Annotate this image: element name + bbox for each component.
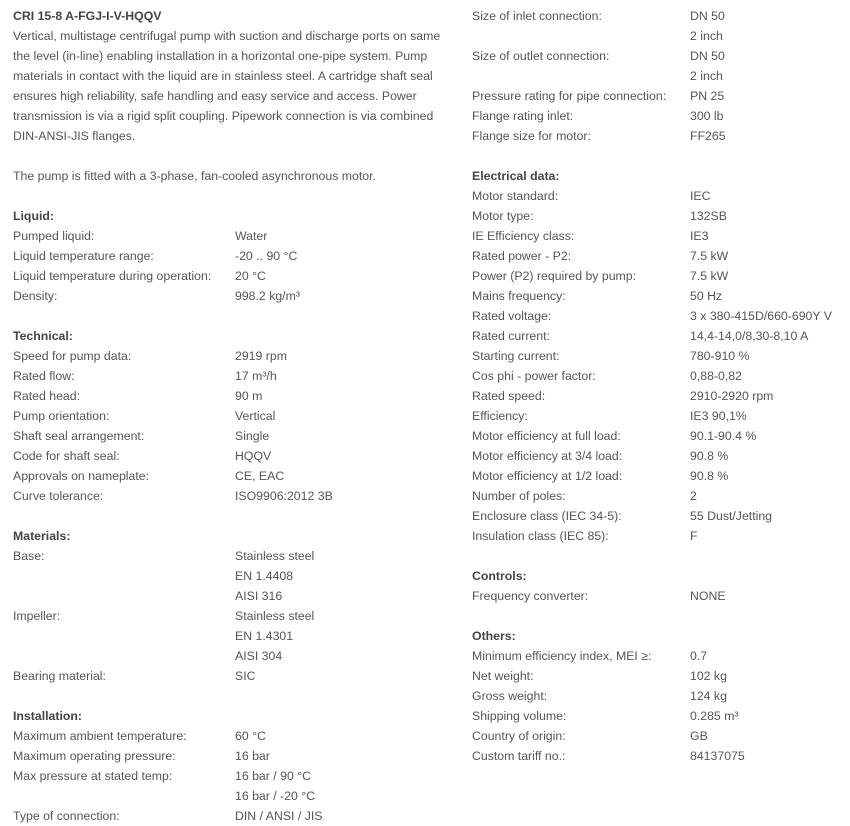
spec-values	[690, 646, 844, 666]
spec-values	[235, 226, 453, 246]
spec-row	[472, 706, 844, 726]
spec-value: 55 Dust/Jetting	[690, 509, 773, 523]
section-spacer	[472, 146, 844, 166]
spec-values	[235, 726, 453, 746]
spec-value: 300 lb	[690, 109, 724, 123]
spec-row	[472, 446, 844, 466]
spec-values	[690, 706, 844, 726]
spec-value: Stainless steel	[235, 549, 315, 563]
section-spacer	[472, 606, 844, 626]
spec-section-others	[472, 626, 844, 766]
spec-values	[235, 286, 453, 306]
spec-value: IEC	[690, 189, 711, 203]
spec-value: GB	[690, 729, 708, 743]
spec-label: Shaft seal arrangement:	[13, 429, 145, 443]
spec-value: Single	[235, 429, 270, 443]
spec-row	[472, 266, 844, 286]
spec-value: 2919 rpm	[235, 349, 287, 363]
spec-label: Speed for pump data:	[13, 349, 132, 363]
spec-row	[13, 286, 453, 306]
spec-values	[690, 486, 844, 506]
spec-values	[690, 106, 844, 126]
spec-label: Motor standard:	[472, 189, 559, 203]
left-spec-sections	[13, 206, 453, 826]
spec-label: Enclosure class (IEC 34-5):	[472, 509, 622, 523]
section-heading: Technical:	[13, 329, 73, 343]
spec-section-electrical-data	[472, 166, 844, 566]
spec-values	[690, 426, 844, 446]
spec-values	[690, 126, 844, 146]
spec-row	[472, 366, 844, 386]
spec-value: 7.5 kW	[690, 249, 729, 263]
spec-label: Curve tolerance:	[13, 489, 104, 503]
spec-value: 3 x 380-415D/660-690Y V	[690, 309, 832, 323]
spec-value: 0.285 m³	[690, 709, 739, 723]
spec-value: 2 inch	[690, 29, 723, 43]
spec-row	[472, 106, 844, 126]
spec-values	[235, 466, 453, 486]
spec-row	[472, 46, 844, 86]
spec-label: Number of poles:	[472, 489, 566, 503]
spec-row	[472, 286, 844, 306]
spec-row	[13, 426, 453, 446]
spec-row	[472, 186, 844, 206]
spec-value: 2 inch	[690, 69, 723, 83]
spec-row	[472, 426, 844, 446]
spec-label: Rated flow:	[13, 369, 75, 383]
section-heading: Materials:	[13, 529, 71, 543]
spec-value: CE, EAC	[235, 469, 285, 483]
spec-row	[13, 546, 453, 606]
spec-values	[690, 366, 844, 386]
product-description: Vertical, multistage centrifugal pump with suction and discharge ports on same the level (in-line) enabling installation in a horizontal one-pipe system. Pump materials in contact with the liquid are in stainless steel. A cartridge shaft seal ensures high reliability, safe handling and easy service and access. Power transmission is via a rigid split coupling. Pipework connection is via combined DIN-ANSI-JIS flanges.	[13, 29, 441, 143]
spec-label: Approvals on nameplate:	[13, 469, 150, 483]
spec-value: FF265	[690, 129, 726, 143]
spec-label: Size of outlet connection:	[472, 49, 610, 63]
section-heading: Liquid:	[13, 209, 54, 223]
spec-values	[690, 306, 844, 326]
spec-label: Base:	[13, 549, 45, 563]
spec-row	[472, 486, 844, 506]
spec-values	[690, 46, 844, 86]
spec-value: F	[690, 529, 698, 543]
spec-values	[235, 426, 453, 446]
spec-value: HQQV	[235, 449, 272, 463]
spec-label: Net weight:	[472, 669, 534, 683]
spec-label: Maximum ambient temperature:	[13, 729, 187, 743]
spec-values	[235, 806, 453, 826]
spec-value: 20 °C	[235, 269, 266, 283]
spec-value: 0.7	[690, 649, 708, 663]
spec-value: 2910-2920 rpm	[690, 389, 774, 403]
spec-value: ISO9906:2012 3B	[235, 489, 333, 503]
spec-label: Power (P2) required by pump:	[472, 269, 637, 283]
spec-value: 90.1-90.4 %	[690, 429, 757, 443]
spec-value: 16 bar	[235, 749, 270, 763]
spec-row	[472, 226, 844, 246]
spec-row	[472, 206, 844, 226]
spec-label: Liquid temperature during operation:	[13, 269, 212, 283]
spec-value: NONE	[690, 589, 726, 603]
spec-value: Vertical	[235, 409, 276, 423]
spec-values	[235, 546, 453, 606]
spec-values	[235, 666, 453, 686]
spec-value: 0,88-0,82	[690, 369, 742, 383]
spec-row	[13, 406, 453, 426]
spec-label: Motor efficiency at full load:	[472, 429, 621, 443]
spec-row	[472, 246, 844, 266]
spec-values	[235, 606, 453, 666]
spec-label: Flange size for motor:	[472, 129, 591, 143]
spec-label: Rated power - P2:	[472, 249, 572, 263]
spec-label: Maximum operating pressure:	[13, 749, 176, 763]
spec-value: 998.2 kg/m³	[235, 289, 300, 303]
spec-label: Pumped liquid:	[13, 229, 95, 243]
spec-label: Minimum efficiency index, MEI ≥:	[472, 649, 652, 663]
spec-value: EN 1.4301	[235, 629, 294, 643]
spec-values	[235, 346, 453, 366]
spec-values	[690, 386, 844, 406]
spec-value: -20 .. 90 °C	[235, 249, 298, 263]
spec-values	[235, 446, 453, 466]
spacer	[13, 146, 453, 166]
spec-value: 90.8 %	[690, 449, 729, 463]
spec-value: 132SB	[690, 209, 727, 223]
spec-label: Liquid temperature range:	[13, 249, 154, 263]
spec-row	[472, 386, 844, 406]
section-spacer	[13, 306, 453, 326]
spec-value: DN 50	[690, 9, 725, 23]
spec-label: Pressure rating for pipe connection:	[472, 89, 667, 103]
spec-values	[235, 766, 453, 806]
spec-values	[690, 266, 844, 286]
spec-section-installation	[13, 706, 453, 826]
spec-row	[472, 506, 844, 526]
spec-value: 17 m³/h	[235, 369, 277, 383]
spec-label: Country of origin:	[472, 729, 566, 743]
spec-label: Mains frequency:	[472, 289, 566, 303]
section-spacer	[13, 686, 453, 706]
motor-note: The pump is fitted with a 3-phase, fan-cooled asynchronous motor.	[13, 169, 376, 183]
spec-row	[472, 346, 844, 366]
spec-values	[690, 466, 844, 486]
section-heading: Controls:	[472, 569, 527, 583]
spec-row	[472, 526, 844, 546]
spec-values	[235, 386, 453, 406]
section-heading: Installation:	[13, 709, 83, 723]
spec-label: Gross weight:	[472, 689, 548, 703]
spec-values	[235, 246, 453, 266]
right-column	[472, 6, 844, 766]
spec-section-materials	[13, 526, 453, 706]
spec-label: Insulation class (IEC 85):	[472, 529, 609, 543]
spec-label: Efficiency:	[472, 409, 528, 423]
spec-value: Stainless steel	[235, 609, 315, 623]
spec-label: Bearing material:	[13, 669, 106, 683]
spec-values	[690, 686, 844, 706]
spec-values	[235, 406, 453, 426]
spec-row	[13, 746, 453, 766]
spec-row	[472, 466, 844, 486]
spec-row	[13, 666, 453, 686]
spec-label: Cos phi - power factor:	[472, 369, 596, 383]
spec-label: Motor efficiency at 3/4 load:	[472, 449, 623, 463]
spec-values	[690, 406, 844, 426]
spec-label: Max pressure at stated temp:	[13, 769, 173, 783]
product-title: CRI 15-8 A-FGJ-I-V-HQQV	[13, 9, 162, 23]
spec-row	[472, 666, 844, 686]
spec-value: DIN / ANSI / JIS	[235, 809, 323, 823]
spec-label: Motor type:	[472, 209, 534, 223]
spec-row	[472, 6, 844, 46]
spec-value: AISI 316	[235, 589, 283, 603]
spec-label: Rated head:	[13, 389, 81, 403]
spec-values	[690, 286, 844, 306]
spec-row	[13, 346, 453, 366]
spec-value: 102 kg	[690, 669, 727, 683]
left-column	[13, 6, 453, 826]
spec-row	[13, 726, 453, 746]
spec-label: Motor efficiency at 1/2 load:	[472, 469, 623, 483]
spec-row	[472, 746, 844, 766]
spec-row	[13, 366, 453, 386]
spec-row	[472, 406, 844, 426]
spec-values	[690, 86, 844, 106]
spec-values	[690, 226, 844, 246]
spec-value: AISI 304	[235, 649, 283, 663]
spec-label: Rated voltage:	[472, 309, 552, 323]
spec-value: 124 kg	[690, 689, 727, 703]
spec-values	[235, 486, 453, 506]
spec-row	[13, 246, 453, 266]
spec-values	[235, 366, 453, 386]
section-spacer	[472, 546, 844, 566]
spec-row	[13, 266, 453, 286]
spec-value: 84137075	[690, 749, 745, 763]
spec-values	[690, 666, 844, 686]
spec-value: DN 50	[690, 49, 725, 63]
spec-label: Custom tariff no.:	[472, 749, 566, 763]
spec-label: Frequency converter:	[472, 589, 589, 603]
spec-label: Size of inlet connection:	[472, 9, 602, 23]
spec-values	[235, 746, 453, 766]
spec-section-liquid	[13, 206, 453, 326]
spec-label: Pump orientation:	[13, 409, 110, 423]
spec-row	[13, 486, 453, 506]
spec-value: 2	[690, 489, 697, 503]
spec-value: Water	[235, 229, 268, 243]
spec-values	[690, 726, 844, 746]
spec-value: 7.5 kW	[690, 269, 729, 283]
spec-label: Rated current:	[472, 329, 550, 343]
spec-values	[690, 446, 844, 466]
spec-row	[472, 306, 844, 326]
spec-label: Rated speed:	[472, 389, 546, 403]
spec-row	[472, 646, 844, 666]
section-spacer	[13, 506, 453, 526]
section-heading: Electrical data:	[472, 169, 560, 183]
spec-label: Flange rating inlet:	[472, 109, 574, 123]
spec-values	[235, 266, 453, 286]
spec-value: 14,4-14,0/8,30-8,10 A	[690, 329, 809, 343]
spec-label: Density:	[13, 289, 58, 303]
spec-values	[690, 586, 844, 606]
spec-row	[472, 586, 844, 606]
spec-value: 90.8 %	[690, 469, 729, 483]
spec-label: Starting current:	[472, 349, 560, 363]
spec-section-technical	[13, 326, 453, 526]
spec-value: 780-910 %	[690, 349, 750, 363]
spec-row	[472, 686, 844, 706]
spec-values	[690, 746, 844, 766]
spec-values	[690, 506, 844, 526]
spec-label: Code for shaft seal:	[13, 449, 120, 463]
spec-section-controls	[472, 566, 844, 626]
spec-label: IE Efficiency class:	[472, 229, 575, 243]
spec-row	[13, 606, 453, 666]
spec-values	[690, 206, 844, 226]
spec-row	[13, 386, 453, 406]
spec-row	[13, 466, 453, 486]
spec-label: Impeller:	[13, 609, 61, 623]
spec-value: SIC	[235, 669, 256, 683]
spec-value: EN 1.4408	[235, 569, 294, 583]
right-spec-sections	[472, 6, 844, 766]
spec-section-general	[472, 6, 844, 166]
spec-value: PN 25	[690, 89, 725, 103]
spec-row	[13, 806, 453, 826]
spec-label: Type of connection:	[13, 809, 120, 823]
spec-value: 50 Hz	[690, 289, 723, 303]
spec-row	[472, 86, 844, 106]
spec-row	[13, 446, 453, 466]
spec-value: 90 m	[235, 389, 263, 403]
spec-values	[690, 6, 844, 46]
spec-row	[472, 326, 844, 346]
spec-value: 60 °C	[235, 729, 266, 743]
spec-values	[690, 186, 844, 206]
spec-value: IE3 90,1%	[690, 409, 747, 423]
spec-label: Shipping volume:	[472, 709, 567, 723]
spec-row	[472, 726, 844, 746]
spec-values	[690, 526, 844, 546]
section-heading: Others:	[472, 629, 516, 643]
spec-values	[690, 346, 844, 366]
spec-value: IE3	[690, 229, 709, 243]
spec-value: 16 bar / -20 °C	[235, 789, 316, 803]
spec-row	[472, 126, 844, 146]
spec-row	[13, 766, 453, 806]
spec-values	[690, 326, 844, 346]
spec-row	[13, 226, 453, 246]
spec-value: 16 bar / 90 °C	[235, 769, 312, 783]
spec-values	[690, 246, 844, 266]
